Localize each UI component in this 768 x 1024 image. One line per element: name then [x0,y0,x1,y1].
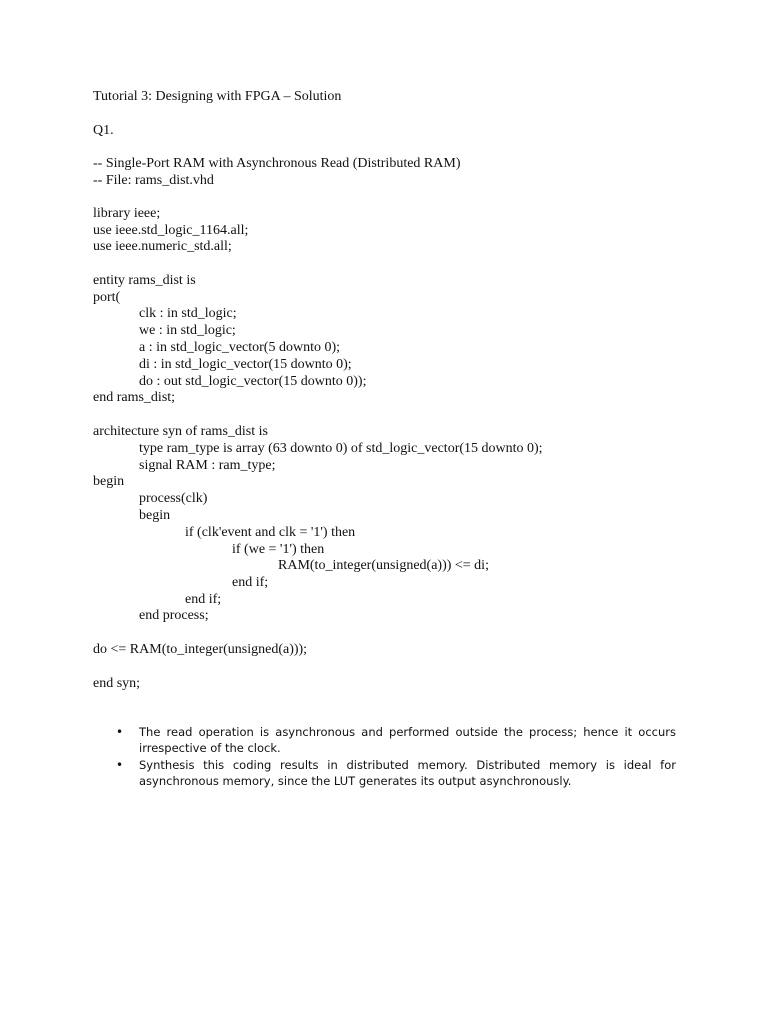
code-line: if (clk'event and clk = '1') then [185,525,356,540]
code-line: end process; [139,608,209,623]
list-item [116,724,676,756]
code-line: use ieee.numeric_std.all; [93,239,232,254]
code-line: architecture syn of rams_dist is [93,424,268,439]
notes-bullet-list [116,724,676,790]
code-line: we : in std_logic; [139,323,236,338]
code-line: di : in std_logic_vector(15 downto 0); [139,357,352,372]
code-line: begin [93,474,125,489]
code-line: begin [139,508,171,523]
code-line: entity rams_dist is [93,273,196,288]
code-line: process(clk) [139,491,208,506]
code-line: a : in std_logic_vector(5 downto 0); [139,340,341,355]
code-line: type ram_type is array (63 downto 0) of std_logic_vector(15 downto 0); [139,441,543,456]
bullet-text: The read operation is asynchronous and performed outside the process; hence it occurs irrespective of the clock. [139,725,676,755]
code-line: end if; [185,592,222,607]
bullet-text: Synthesis this coding results in distributed memory. Distributed memory is ideal for asynchronous memory, since the LUT generates its output asynchronously. [139,758,676,788]
bullet-icon: • [116,725,124,739]
code-line: port( [93,290,121,305]
code-comment-line: -- File: rams_dist.vhd [93,173,214,188]
code-comment-line: -- Single-Port RAM with Asynchronous Read (Distributed RAM) [93,156,461,171]
code-line: clk : in std_logic; [139,306,237,321]
code-line: RAM(to_integer(unsigned(a))) <= di; [278,558,489,573]
code-line: end if; [232,575,269,590]
code-line: if (we = '1') then [232,542,325,557]
code-line: library ieee; [93,206,161,221]
code-line: end syn; [93,676,141,691]
code-line: signal RAM : ram_type; [139,458,276,473]
list-item [116,757,676,789]
bullet-icon: • [116,758,124,772]
code-line: do : out std_logic_vector(15 downto 0)); [139,374,367,389]
code-line: end rams_dist; [93,390,176,405]
question-label: Q1. [93,123,114,138]
document-title: Tutorial 3: Designing with FPGA – Solution [93,89,342,104]
code-line: use ieee.std_logic_1164.all; [93,223,249,238]
code-line: do <= RAM(to_integer(unsigned(a))); [93,642,308,657]
